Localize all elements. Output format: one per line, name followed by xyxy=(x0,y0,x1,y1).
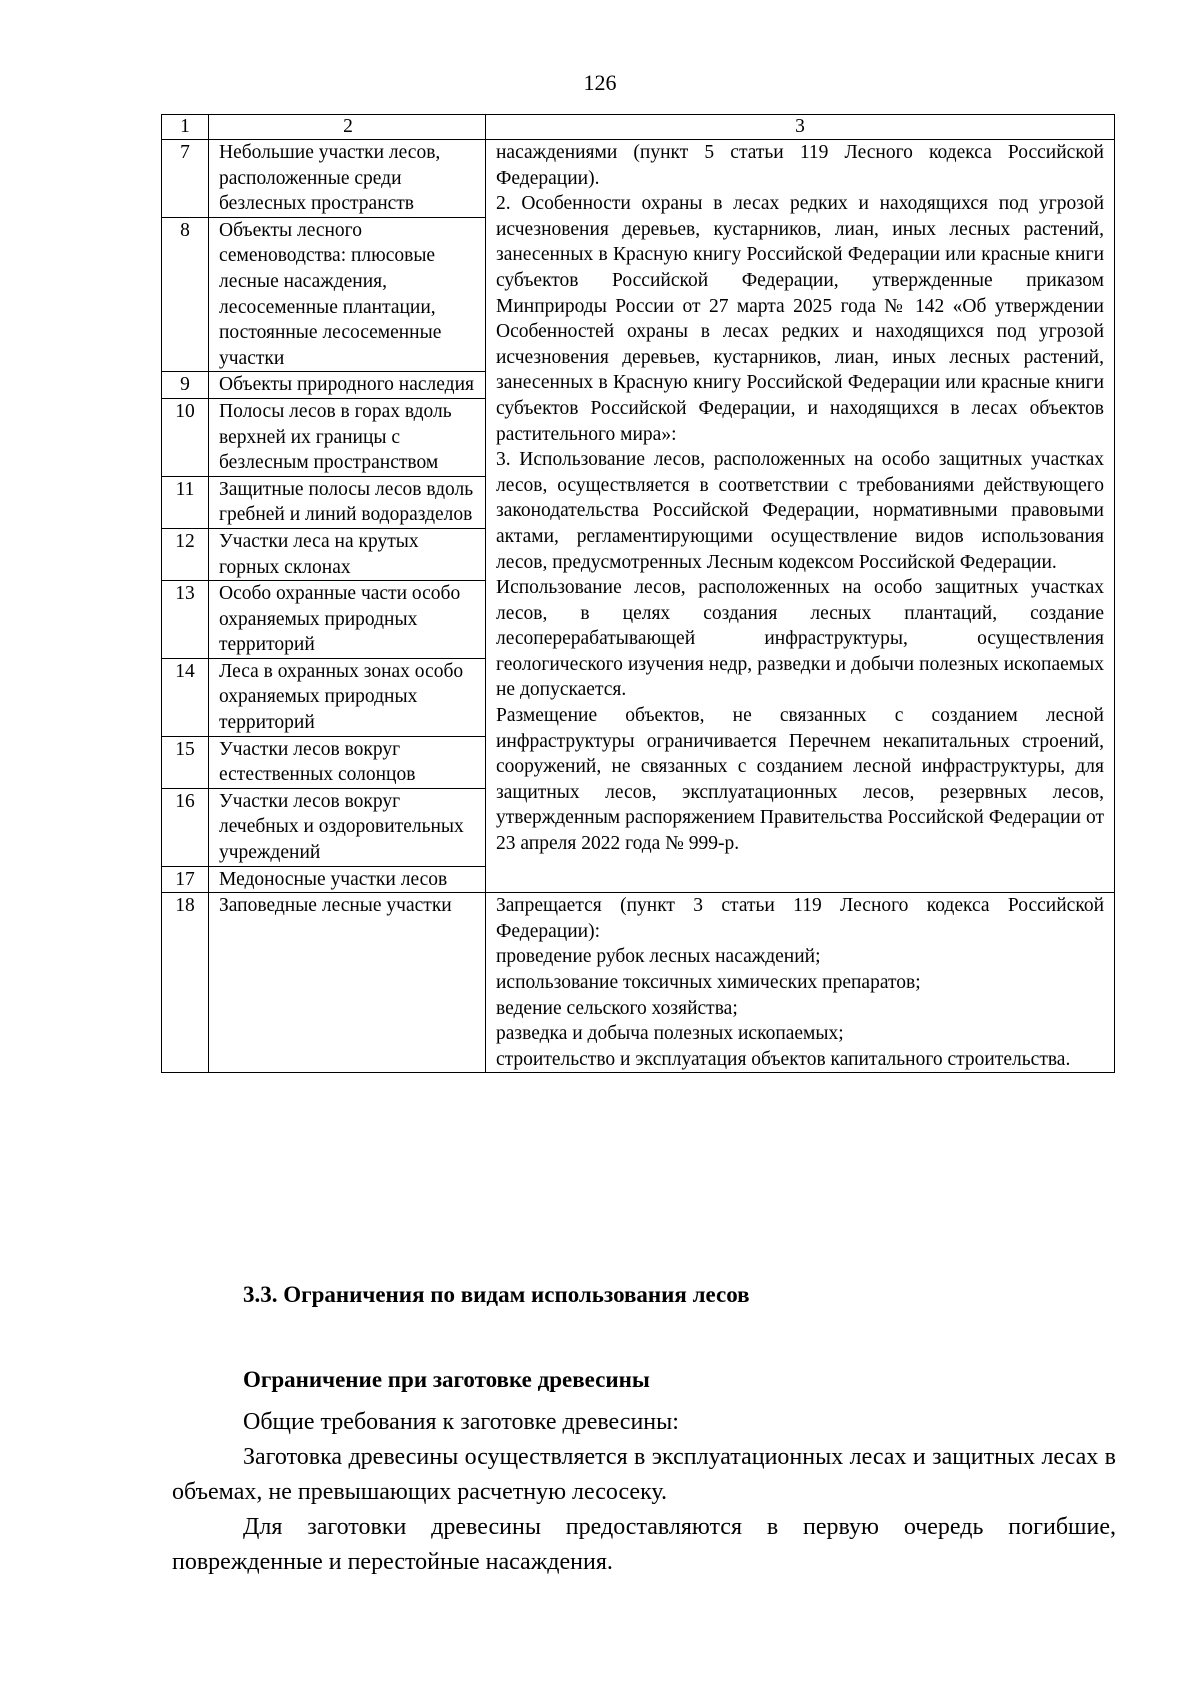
forest-protection-table xyxy=(161,114,1115,1073)
row-name: Участки лесов вокруг естественных солонцов xyxy=(209,736,486,788)
row-number: 9 xyxy=(162,372,209,399)
row-name: Особо охранные части особо охраняемых природных территорий xyxy=(209,581,486,659)
row-number: 13 xyxy=(162,581,209,659)
group-restrictions-text xyxy=(486,140,1115,893)
restriction-paragraph: использование токсичных химических препаратов; xyxy=(496,972,921,993)
restriction-paragraph: Запрещается (пункт 3 статьи 119 Лесного кодекса Российской Федерации): xyxy=(496,895,1104,942)
restriction-paragraph: насаждениями (пункт 5 статьи 119 Лесного кодекса Российской Федерации). xyxy=(496,142,1104,189)
table-row xyxy=(162,140,1115,218)
row-name: Медоносные участки лесов xyxy=(209,866,486,893)
header-col-1: 1 xyxy=(162,115,209,140)
page-number: 126 xyxy=(583,70,617,95)
row-number: 18 xyxy=(162,893,209,1073)
restriction-paragraph: строительство и эксплуатация объектов капитального строительства. xyxy=(496,1048,1071,1070)
restriction-paragraph: разведка и добыча полезных ископаемых; xyxy=(496,1023,844,1045)
restriction-paragraph: ведение сельского хозяйства; xyxy=(496,997,738,1019)
row-number: 14 xyxy=(162,658,209,736)
row-number: 12 xyxy=(162,528,209,580)
subheading: Ограничение при заготовке древесины xyxy=(243,1367,650,1392)
row-number: 7 xyxy=(162,140,209,218)
row-number: 17 xyxy=(162,866,209,893)
row-name: Полосы лесов в горах вдоль верхней их границы с безлесным пространством xyxy=(209,398,486,476)
body-paragraph: Заготовка древесины осуществляется в эксплуатационных лесах и защитных лесах в объемах, не превышающих расчетную лесосеку. xyxy=(172,1444,1116,1505)
row-name: Небольшие участки лесов, расположенные среди безлесных пространств xyxy=(209,140,486,218)
restriction-paragraph: 3. Использование лесов, расположенных на особо защитных участках лесов, осуществляется в соответствии с требованиями действующего законодательства Российской Федерации, нормативными правовыми актами, регламентирующими осуществление видов использования лесов, предусмотренных Лесным кодексом Российской Федерации. xyxy=(496,449,1104,573)
row-number: 10 xyxy=(162,398,209,476)
restriction-paragraph: проведение рубок лесных насаждений; xyxy=(496,946,821,968)
row-number: 8 xyxy=(162,217,209,372)
table-row xyxy=(162,893,1115,1073)
row-number: 16 xyxy=(162,788,209,866)
table-header-row xyxy=(162,115,1115,140)
restriction-paragraph: 2. Особенности охраны в лесах редких и находящихся под угрозой исчезновения деревьев, кустарников, лиан, иных лесных растений, занесенных в Красную книгу Российской Федерации или красные книги субъектов Российской Федерации, утвержденные приказом Минприроды России от 27 марта 2025 года № 142 «Об утверждении Особенностей охраны в лесах редких и находящихся под угрозой исчезновения деревьев, кустарников, лиан, иных лесных растений, занесенных в Красную книгу Российской Федерации или красные книги субъектов Российской Федерации, и находящихся в лесах объектов растительного мира»: xyxy=(496,193,1104,445)
row-number: 11 xyxy=(162,476,209,528)
row-name: Леса в охранных зонах особо охраняемых природных территорий xyxy=(209,658,486,736)
row-name: Защитные полосы лесов вдоль гребней и линий водоразделов xyxy=(209,476,486,528)
restriction-paragraph: Использование лесов, расположенных на особо защитных участках лесов, в целях создания лесных плантаций, создание лесоперерабатывающей инфраструктуры, осуществления геологического изучения недр, разведки и добычи полезных ископаемых не допускается. xyxy=(496,577,1104,701)
reserve-restrictions-text xyxy=(486,893,1115,1073)
row-name: Участки лесов вокруг лечебных и оздоровительных учреждений xyxy=(209,788,486,866)
row-name: Заповедные лесные участки xyxy=(209,893,486,1073)
body-paragraph: Общие требования к заготовке древесины: xyxy=(243,1409,679,1435)
row-name: Объекты лесного семеноводства: плюсовые лесные насаждения, лесосеменные плантации, постоянные лесосеменные участки xyxy=(209,217,486,372)
header-col-2: 2 xyxy=(209,115,486,140)
restriction-paragraph: Размещение объектов, не связанных с созданием лесной инфраструктуры ограничивается Перечнем некапитальных строений, сооружений, не связанных с созданием лесной инфраструктуры, для защитных лесов, эксплуатационных лесов, резервных лесов, утвержденным распоряжением Правительства Российской Федерации от 23 апреля 2022 года № 999-р. xyxy=(496,705,1104,855)
row-number: 15 xyxy=(162,736,209,788)
row-name: Участки леса на крутых горных склонах xyxy=(209,528,486,580)
row-name: Объекты природного наследия xyxy=(209,372,486,399)
section-heading: 3.3. Ограничения по видам использования лесов xyxy=(243,1282,750,1307)
header-col-3: 3 xyxy=(486,115,1115,140)
body-paragraph: Для заготовки древесины предоставляются в первую очередь погибшие, поврежденные и перестойные насаждения. xyxy=(172,1514,1116,1575)
